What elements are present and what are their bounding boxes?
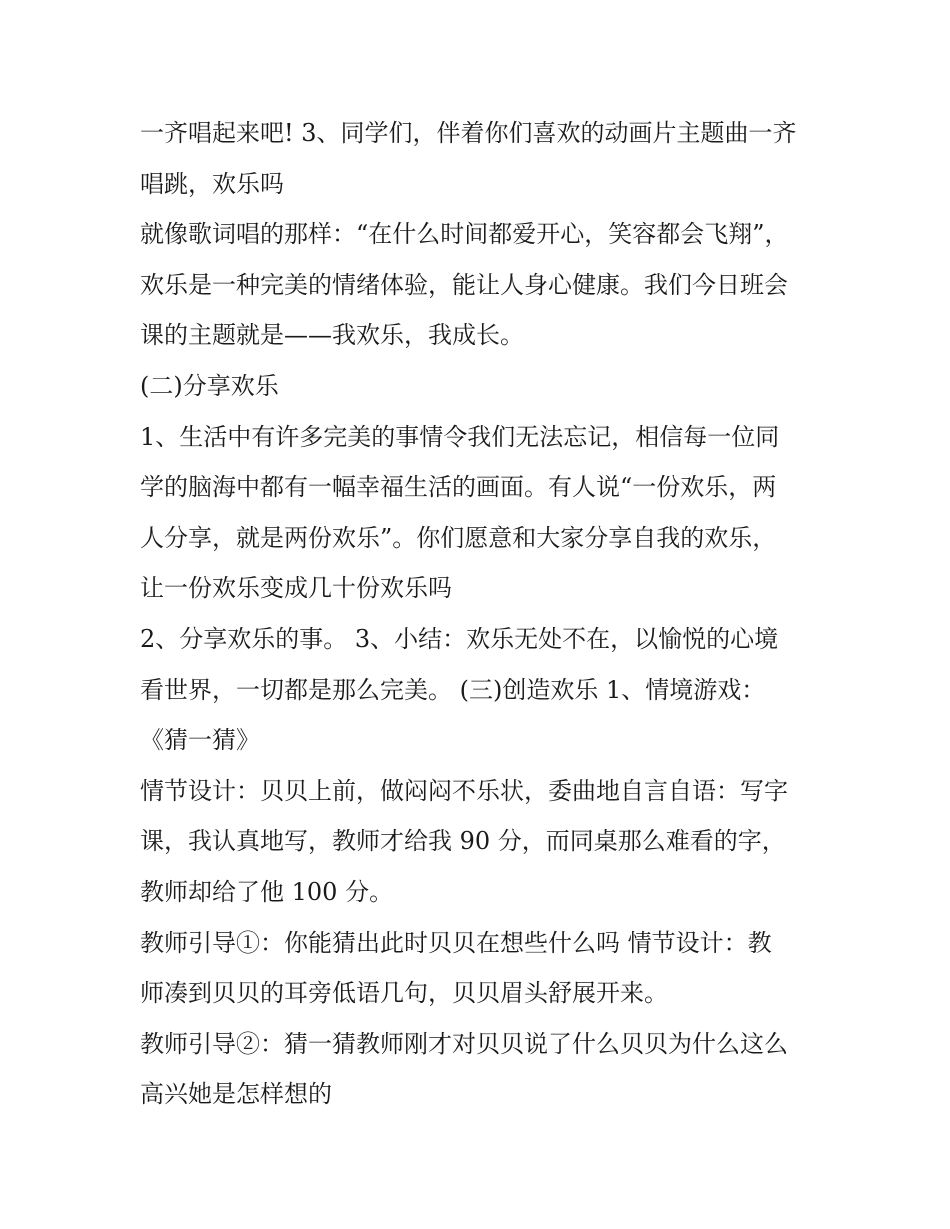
- text-line-14: 情节设计：贝贝上前，做闷闷不乐状，委曲地自言自语：写字: [140, 776, 788, 805]
- text-line-8: 学的脑海中都有一幅幸福生活的画面。有人说“一份欢乐，两: [140, 473, 777, 502]
- text-line-20: 高兴她是怎样想的: [140, 1080, 332, 1109]
- text-line-3: 就像歌词唱的那样：“在什么时间都爱开心，笑容都会飞翔”，: [140, 220, 789, 249]
- text-line-5: 课的主题就是——我欢乐，我成长。: [140, 321, 524, 350]
- text-line-12: 看世界，一切都是那么完美。 (三)创造欢乐 1、情境游戏：: [140, 675, 766, 704]
- text-line-17: 教师引导①：你能猜出此时贝贝在想些什么吗 情节设计：教: [140, 928, 772, 957]
- text-line-7: 1、生活中有许多完美的事情令我们无法忘记，相信每一位同: [140, 422, 780, 451]
- section-heading-share-joy: (二)分享欢乐: [140, 371, 279, 400]
- text-line-19: 教师引导②：猜一猜教师刚才对贝贝说了什么贝贝为什么这么: [140, 1029, 788, 1058]
- text-line-2: 唱跳，欢乐吗: [140, 169, 284, 198]
- text-line-10: 让一份欢乐变成几十份欢乐吗: [140, 574, 452, 603]
- text-line-15: 课，我认真地写，教师才给我 90 分，而同桌那么难看的字，: [140, 827, 786, 856]
- text-line-18: 师凑到贝贝的耳旁低语几句，贝贝眉头舒展开来。: [140, 979, 668, 1008]
- text-line-9: 人分享，就是两份欢乐”。你们愿意和大家分享自我的欢乐，: [140, 523, 777, 552]
- text-line-16: 教师却给了他 100 分。: [140, 877, 394, 906]
- document-body: [140, 108, 820, 1120]
- text-line-13: 《猜一猜》: [140, 726, 260, 755]
- text-line-11: 2、分享欢乐的事。 3、小结：欢乐无处不在，以愉悦的心境: [140, 624, 779, 653]
- text-line-4: 欢乐是一种完美的情绪体验，能让人身心健康。我们今日班会: [140, 270, 788, 299]
- text-line-1: 一齐唱起来吧! 3、同学们，伴着你们喜欢的动画片主题曲一齐: [140, 119, 797, 147]
